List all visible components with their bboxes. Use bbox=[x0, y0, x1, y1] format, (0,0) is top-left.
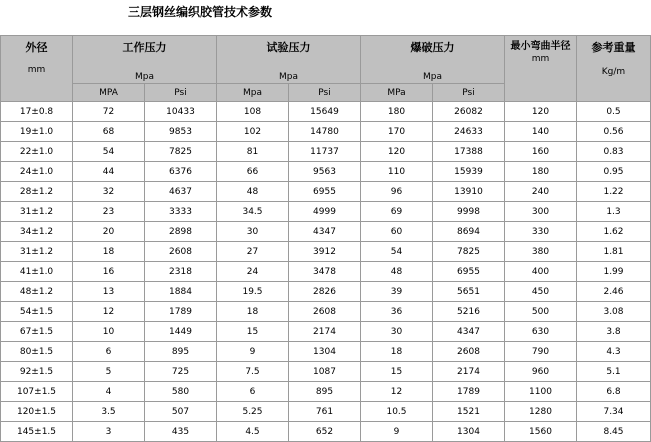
cell-test-psi: 3478 bbox=[289, 262, 361, 282]
cell-working-psi: 1789 bbox=[145, 302, 217, 322]
cell-burst-mpa: 18 bbox=[361, 342, 433, 362]
cell-test-psi: 895 bbox=[289, 382, 361, 402]
cell-reference-weight: 8.45 bbox=[577, 422, 651, 442]
cell-outer-diameter: 67±1.5 bbox=[1, 322, 73, 342]
cell-test-psi: 652 bbox=[289, 422, 361, 442]
cell-reference-weight: 3.08 bbox=[577, 302, 651, 322]
cell-burst-psi: 5651 bbox=[433, 282, 505, 302]
cell-test-psi: 11737 bbox=[289, 142, 361, 162]
header-row bbox=[1, 36, 651, 84]
cell-working-psi: 7825 bbox=[145, 142, 217, 162]
cell-working-psi: 435 bbox=[145, 422, 217, 442]
cell-test-psi: 4347 bbox=[289, 222, 361, 242]
cell-outer-diameter: 48±1.2 bbox=[1, 282, 73, 302]
table-row bbox=[1, 302, 651, 322]
header-outer-diameter: 外径 mm bbox=[1, 36, 73, 102]
cell-test-psi: 6955 bbox=[289, 182, 361, 202]
cell-min-bend-radius: 380 bbox=[505, 242, 577, 262]
cell-min-bend-radius: 180 bbox=[505, 162, 577, 182]
cell-burst-psi: 6955 bbox=[433, 262, 505, 282]
cell-test-psi: 1087 bbox=[289, 362, 361, 382]
cell-test-mpa: 24 bbox=[217, 262, 289, 282]
cell-burst-psi: 2608 bbox=[433, 342, 505, 362]
cell-burst-psi: 5216 bbox=[433, 302, 505, 322]
subheader-working-mpa: MPA bbox=[73, 84, 145, 102]
cell-min-bend-radius: 120 bbox=[505, 102, 577, 122]
cell-burst-psi: 2174 bbox=[433, 362, 505, 382]
cell-test-mpa: 48 bbox=[217, 182, 289, 202]
cell-test-mpa: 15 bbox=[217, 322, 289, 342]
cell-test-mpa: 66 bbox=[217, 162, 289, 182]
cell-reference-weight: 5.1 bbox=[577, 362, 651, 382]
cell-test-mpa: 102 bbox=[217, 122, 289, 142]
cell-burst-psi: 26082 bbox=[433, 102, 505, 122]
cell-working-mpa: 72 bbox=[73, 102, 145, 122]
table-row bbox=[1, 242, 651, 262]
cell-working-psi: 895 bbox=[145, 342, 217, 362]
cell-test-mpa: 4.5 bbox=[217, 422, 289, 442]
cell-test-mpa: 108 bbox=[217, 102, 289, 122]
cell-working-psi: 2608 bbox=[145, 242, 217, 262]
cell-outer-diameter: 28±1.2 bbox=[1, 182, 73, 202]
cell-burst-mpa: 48 bbox=[361, 262, 433, 282]
cell-outer-diameter: 92±1.5 bbox=[1, 362, 73, 382]
cell-working-psi: 6376 bbox=[145, 162, 217, 182]
cell-min-bend-radius: 630 bbox=[505, 322, 577, 342]
table-row bbox=[1, 382, 651, 402]
cell-burst-mpa: 39 bbox=[361, 282, 433, 302]
cell-working-psi: 2318 bbox=[145, 262, 217, 282]
cell-burst-psi: 1304 bbox=[433, 422, 505, 442]
table-row bbox=[1, 322, 651, 342]
cell-min-bend-radius: 140 bbox=[505, 122, 577, 142]
table-row bbox=[1, 282, 651, 302]
cell-reference-weight: 1.3 bbox=[577, 202, 651, 222]
header-min-bend-radius: 最小弯曲半径 mm bbox=[505, 36, 577, 102]
cell-test-psi: 2608 bbox=[289, 302, 361, 322]
cell-test-mpa: 27 bbox=[217, 242, 289, 262]
cell-burst-mpa: 10.5 bbox=[361, 402, 433, 422]
table-row bbox=[1, 222, 651, 242]
cell-burst-mpa: 110 bbox=[361, 162, 433, 182]
cell-min-bend-radius: 330 bbox=[505, 222, 577, 242]
cell-working-psi: 4637 bbox=[145, 182, 217, 202]
header-reference-weight: 参考重量 Kg/m bbox=[577, 36, 651, 102]
table-row bbox=[1, 202, 651, 222]
cell-reference-weight: 0.56 bbox=[577, 122, 651, 142]
cell-working-psi: 10433 bbox=[145, 102, 217, 122]
cell-reference-weight: 1.62 bbox=[577, 222, 651, 242]
cell-min-bend-radius: 960 bbox=[505, 362, 577, 382]
cell-outer-diameter: 34±1.2 bbox=[1, 222, 73, 242]
header-test-pressure: 试验压力 Mpa bbox=[217, 36, 361, 84]
table-row bbox=[1, 422, 651, 442]
cell-burst-mpa: 36 bbox=[361, 302, 433, 322]
cell-min-bend-radius: 450 bbox=[505, 282, 577, 302]
cell-burst-psi: 8694 bbox=[433, 222, 505, 242]
cell-test-mpa: 9 bbox=[217, 342, 289, 362]
cell-burst-psi: 9998 bbox=[433, 202, 505, 222]
table-row bbox=[1, 122, 651, 142]
cell-test-psi: 3912 bbox=[289, 242, 361, 262]
table-row bbox=[1, 182, 651, 202]
cell-outer-diameter: 80±1.5 bbox=[1, 342, 73, 362]
cell-min-bend-radius: 1280 bbox=[505, 402, 577, 422]
cell-outer-diameter: 22±1.0 bbox=[1, 142, 73, 162]
table-row bbox=[1, 362, 651, 382]
cell-working-mpa: 5 bbox=[73, 362, 145, 382]
cell-outer-diameter: 145±1.5 bbox=[1, 422, 73, 442]
cell-working-mpa: 20 bbox=[73, 222, 145, 242]
cell-outer-diameter: 31±1.2 bbox=[1, 202, 73, 222]
cell-outer-diameter: 120±1.5 bbox=[1, 402, 73, 422]
cell-test-mpa: 5.25 bbox=[217, 402, 289, 422]
cell-burst-psi: 15939 bbox=[433, 162, 505, 182]
cell-burst-mpa: 96 bbox=[361, 182, 433, 202]
cell-outer-diameter: 107±1.5 bbox=[1, 382, 73, 402]
cell-working-psi: 1884 bbox=[145, 282, 217, 302]
cell-burst-psi: 1521 bbox=[433, 402, 505, 422]
cell-working-mpa: 10 bbox=[73, 322, 145, 342]
table-row bbox=[1, 402, 651, 422]
cell-reference-weight: 1.22 bbox=[577, 182, 651, 202]
cell-outer-diameter: 24±1.0 bbox=[1, 162, 73, 182]
cell-burst-psi: 4347 bbox=[433, 322, 505, 342]
cell-burst-mpa: 69 bbox=[361, 202, 433, 222]
cell-min-bend-radius: 790 bbox=[505, 342, 577, 362]
spec-table bbox=[0, 35, 651, 442]
cell-test-mpa: 19.5 bbox=[217, 282, 289, 302]
cell-outer-diameter: 54±1.5 bbox=[1, 302, 73, 322]
cell-min-bend-radius: 500 bbox=[505, 302, 577, 322]
cell-outer-diameter: 19±1.0 bbox=[1, 122, 73, 142]
cell-test-psi: 15649 bbox=[289, 102, 361, 122]
cell-test-psi: 1304 bbox=[289, 342, 361, 362]
cell-working-psi: 1449 bbox=[145, 322, 217, 342]
subheader-working-psi: Psi bbox=[145, 84, 217, 102]
table-row bbox=[1, 142, 651, 162]
cell-reference-weight: 3.8 bbox=[577, 322, 651, 342]
cell-burst-psi: 13910 bbox=[433, 182, 505, 202]
cell-burst-mpa: 60 bbox=[361, 222, 433, 242]
cell-test-psi: 9563 bbox=[289, 162, 361, 182]
cell-test-psi: 4999 bbox=[289, 202, 361, 222]
table-row bbox=[1, 162, 651, 182]
cell-working-psi: 3333 bbox=[145, 202, 217, 222]
cell-min-bend-radius: 1560 bbox=[505, 422, 577, 442]
cell-burst-mpa: 15 bbox=[361, 362, 433, 382]
cell-reference-weight: 2.46 bbox=[577, 282, 651, 302]
header-working-pressure: 工作压力 Mpa bbox=[73, 36, 217, 84]
table-row bbox=[1, 102, 651, 122]
cell-working-mpa: 32 bbox=[73, 182, 145, 202]
cell-min-bend-radius: 160 bbox=[505, 142, 577, 162]
cell-working-mpa: 16 bbox=[73, 262, 145, 282]
cell-burst-psi: 7825 bbox=[433, 242, 505, 262]
cell-working-mpa: 23 bbox=[73, 202, 145, 222]
cell-working-mpa: 3.5 bbox=[73, 402, 145, 422]
cell-working-mpa: 6 bbox=[73, 342, 145, 362]
header-burst-pressure: 爆破压力 Mpa bbox=[361, 36, 505, 84]
page-title: 三层钢丝编织胶管技术参数 bbox=[128, 5, 273, 19]
subheader-burst-mpa: MPa bbox=[361, 84, 433, 102]
cell-working-psi: 9853 bbox=[145, 122, 217, 142]
cell-burst-mpa: 9 bbox=[361, 422, 433, 442]
cell-test-mpa: 30 bbox=[217, 222, 289, 242]
cell-working-psi: 507 bbox=[145, 402, 217, 422]
cell-test-mpa: 18 bbox=[217, 302, 289, 322]
table-row bbox=[1, 262, 651, 282]
cell-min-bend-radius: 300 bbox=[505, 202, 577, 222]
cell-burst-mpa: 120 bbox=[361, 142, 433, 162]
cell-reference-weight: 0.83 bbox=[577, 142, 651, 162]
cell-test-mpa: 34.5 bbox=[217, 202, 289, 222]
table-body bbox=[1, 102, 651, 442]
cell-test-mpa: 6 bbox=[217, 382, 289, 402]
subheader-test-psi: Psi bbox=[289, 84, 361, 102]
cell-outer-diameter: 31±1.2 bbox=[1, 242, 73, 262]
cell-reference-weight: 1.81 bbox=[577, 242, 651, 262]
cell-reference-weight: 0.5 bbox=[577, 102, 651, 122]
cell-working-psi: 2898 bbox=[145, 222, 217, 242]
cell-working-psi: 725 bbox=[145, 362, 217, 382]
cell-test-psi: 14780 bbox=[289, 122, 361, 142]
table-row bbox=[1, 342, 651, 362]
cell-working-mpa: 13 bbox=[73, 282, 145, 302]
cell-test-psi: 761 bbox=[289, 402, 361, 422]
cell-working-mpa: 12 bbox=[73, 302, 145, 322]
cell-working-mpa: 54 bbox=[73, 142, 145, 162]
cell-burst-mpa: 54 bbox=[361, 242, 433, 262]
cell-test-psi: 2826 bbox=[289, 282, 361, 302]
cell-reference-weight: 4.3 bbox=[577, 342, 651, 362]
cell-test-mpa: 7.5 bbox=[217, 362, 289, 382]
cell-reference-weight: 0.95 bbox=[577, 162, 651, 182]
cell-burst-psi: 17388 bbox=[433, 142, 505, 162]
cell-burst-psi: 24633 bbox=[433, 122, 505, 142]
cell-burst-mpa: 170 bbox=[361, 122, 433, 142]
cell-working-mpa: 44 bbox=[73, 162, 145, 182]
cell-burst-mpa: 30 bbox=[361, 322, 433, 342]
subheader-burst-psi: Psi bbox=[433, 84, 505, 102]
cell-min-bend-radius: 240 bbox=[505, 182, 577, 202]
cell-working-mpa: 18 bbox=[73, 242, 145, 262]
cell-test-psi: 2174 bbox=[289, 322, 361, 342]
subheader-test-mpa: Mpa bbox=[217, 84, 289, 102]
cell-burst-mpa: 12 bbox=[361, 382, 433, 402]
cell-burst-psi: 1789 bbox=[433, 382, 505, 402]
cell-working-psi: 580 bbox=[145, 382, 217, 402]
cell-reference-weight: 6.8 bbox=[577, 382, 651, 402]
cell-outer-diameter: 41±1.0 bbox=[1, 262, 73, 282]
cell-working-mpa: 68 bbox=[73, 122, 145, 142]
cell-burst-mpa: 180 bbox=[361, 102, 433, 122]
cell-min-bend-radius: 400 bbox=[505, 262, 577, 282]
cell-reference-weight: 1.99 bbox=[577, 262, 651, 282]
cell-min-bend-radius: 1100 bbox=[505, 382, 577, 402]
cell-outer-diameter: 17±0.8 bbox=[1, 102, 73, 122]
cell-reference-weight: 7.34 bbox=[577, 402, 651, 422]
cell-test-mpa: 81 bbox=[217, 142, 289, 162]
cell-working-mpa: 3 bbox=[73, 422, 145, 442]
cell-working-mpa: 4 bbox=[73, 382, 145, 402]
